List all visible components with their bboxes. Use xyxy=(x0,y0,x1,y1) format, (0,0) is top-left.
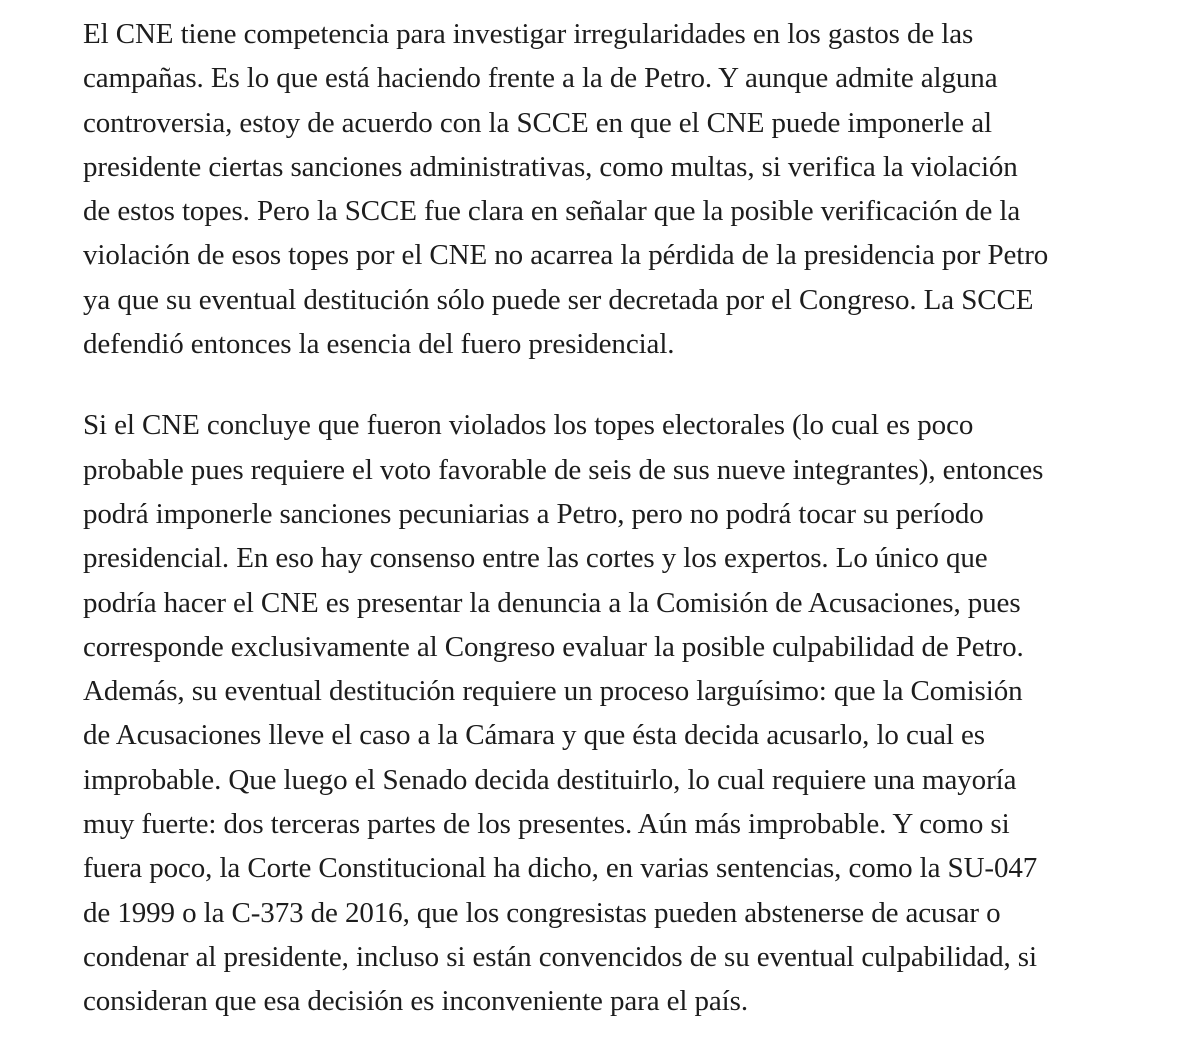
paragraph-1 xyxy=(83,12,1170,366)
text-line: El CNE tiene competencia para investigar irregularidades en los gastos de las xyxy=(83,18,974,50)
text-line: de estos topes. Pero la SCCE fue clara en señalar que la posible verificación de la xyxy=(83,195,1021,228)
text-line: fuera poco, la Corte Constitucional ha dicho, en varias sentencias, como la SU-047 xyxy=(83,852,1038,885)
text-line: condenar al presidente, incluso si están convencidos de su eventual culpabilidad, si xyxy=(83,940,1037,973)
text-line: improbable. Que luego el Senado decida destituirlo, lo cual requiere una mayoría xyxy=(83,763,1017,796)
text-line: controversia, estoy de acuerdo con la SCCE en que el CNE puede imponerle al xyxy=(83,106,992,139)
text-line: violación de esos topes por el CNE no acarrea la pérdida de la presidencia por Petro xyxy=(83,239,1049,272)
text-line: ya que su eventual destitución sólo puede ser decretada por el Congreso. La SCCE xyxy=(83,283,1034,316)
text-line: podría hacer el CNE es presentar la denuncia a la Comisión de Acusaciones, pues xyxy=(83,586,1021,619)
text-line: consideran que esa decisión es inconveniente para el país. xyxy=(83,985,748,1018)
text-line: campañas. Es lo que está haciendo frente a la de Petro. Y aunque admite alguna xyxy=(83,62,998,95)
paragraph-2 xyxy=(83,403,1170,1023)
text-line: Si el CNE concluye que fueron violados los topes electorales (lo cual es poco xyxy=(83,409,974,442)
text-line: Además, su eventual destitución requiere un proceso larguísimo: que la Comisión xyxy=(83,675,1023,708)
text-line: de 1999 o la C-373 de 2016, que los congresistas pueden abstenerse de acusar o xyxy=(83,896,1001,929)
text-line: de Acusaciones lleve el caso a la Cámara y que ésta decida acusarlo, lo cual es xyxy=(83,719,985,752)
text-line: corresponde exclusivamente al Congreso evaluar la posible culpabilidad de Petro. xyxy=(83,630,1024,663)
text-line: probable pues requiere el voto favorable de seis de sus nueve integrantes), entonces xyxy=(83,453,1044,486)
text-line: presidencial. En eso hay consenso entre las cortes y los expertos. Lo único que xyxy=(83,542,988,575)
text-line: defendió entonces la esencia del fuero presidencial. xyxy=(83,328,675,361)
text-line: podrá imponerle sanciones pecuniarias a Petro, pero no podrá tocar su período xyxy=(83,497,984,530)
text-line: presidente ciertas sanciones administrativas, como multas, si verifica la violación xyxy=(83,150,1018,183)
text-line: muy fuerte: dos terceras partes de los presentes. Aún más improbable. Y como si xyxy=(83,808,1010,841)
